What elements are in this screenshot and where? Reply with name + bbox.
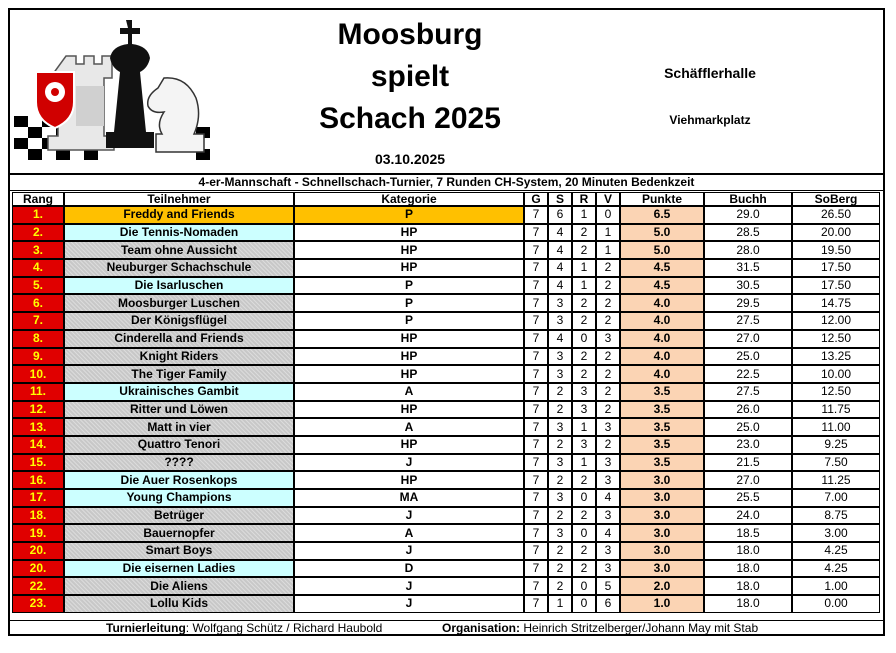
buchholz-cell: 27.5 xyxy=(704,383,792,401)
buchholz-cell: 28.0 xyxy=(704,241,792,259)
draws-cell: 0 xyxy=(572,577,596,595)
draws-cell: 0 xyxy=(572,595,596,613)
category-cell: J xyxy=(294,595,524,613)
sonneborn-berger-cell: 11.00 xyxy=(792,418,880,436)
table-row xyxy=(12,454,880,472)
rang-cell: 19. xyxy=(12,524,64,542)
games-cell: 7 xyxy=(524,312,548,330)
draws-cell: 1 xyxy=(572,277,596,295)
sonneborn-berger-cell: 0.00 xyxy=(792,595,880,613)
draws-cell: 0 xyxy=(572,524,596,542)
losses-cell: 5 xyxy=(596,577,620,595)
buchholz-cell: 18.0 xyxy=(704,577,792,595)
category-cell: P xyxy=(294,206,524,224)
draws-cell: 2 xyxy=(572,348,596,366)
games-cell: 7 xyxy=(524,560,548,578)
col-header-r: R xyxy=(572,192,596,206)
points-cell: 3.0 xyxy=(620,471,704,489)
draws-cell: 2 xyxy=(572,312,596,330)
organisation-label: Organisation: xyxy=(442,621,521,635)
losses-cell: 2 xyxy=(596,348,620,366)
games-cell: 7 xyxy=(524,383,548,401)
wins-cell: 3 xyxy=(548,294,572,312)
category-cell: A xyxy=(294,383,524,401)
col-header-s: S xyxy=(548,192,572,206)
rang-cell: 11. xyxy=(12,383,64,401)
games-cell: 7 xyxy=(524,224,548,242)
table-row xyxy=(12,365,880,383)
losses-cell: 2 xyxy=(596,259,620,277)
team-cell: Smart Boys xyxy=(64,542,294,560)
venue: Schäfflerhalle xyxy=(664,65,756,81)
team-cell: Freddy and Friends xyxy=(64,206,294,224)
sonneborn-berger-cell: 26.50 xyxy=(792,206,880,224)
rang-cell: 17. xyxy=(12,489,64,507)
team-cell: Knight Riders xyxy=(64,348,294,366)
losses-cell: 2 xyxy=(596,312,620,330)
category-cell: HP xyxy=(294,241,524,259)
sonneborn-berger-cell: 20.00 xyxy=(792,224,880,242)
sonneborn-berger-cell: 13.25 xyxy=(792,348,880,366)
points-cell: 3.0 xyxy=(620,542,704,560)
table-row xyxy=(12,401,880,419)
team-cell: Die Auer Rosenkops xyxy=(64,471,294,489)
buchholz-cell: 18.0 xyxy=(704,542,792,560)
title-line-1: Moosburg xyxy=(337,18,483,51)
wins-cell: 3 xyxy=(548,454,572,472)
buchholz-cell: 31.5 xyxy=(704,259,792,277)
wins-cell: 4 xyxy=(548,330,572,348)
wins-cell: 4 xyxy=(548,224,572,242)
category-cell: HP xyxy=(294,365,524,383)
category-cell: P xyxy=(294,312,524,330)
tournament-direction xyxy=(106,621,382,636)
buchholz-cell: 25.5 xyxy=(704,489,792,507)
category-cell: P xyxy=(294,277,524,295)
games-cell: 7 xyxy=(524,348,548,366)
page-frame xyxy=(8,8,885,636)
games-cell: 7 xyxy=(524,330,548,348)
team-cell: The Tiger Family xyxy=(64,365,294,383)
losses-cell: 0 xyxy=(596,206,620,224)
buchholz-cell: 28.5 xyxy=(704,224,792,242)
rang-cell: 6. xyxy=(12,294,64,312)
losses-cell: 2 xyxy=(596,401,620,419)
buchholz-cell: 26.0 xyxy=(704,401,792,419)
category-cell: HP xyxy=(294,401,524,419)
draws-cell: 2 xyxy=(572,241,596,259)
rang-cell: 1. xyxy=(12,206,64,224)
rang-cell: 7. xyxy=(12,312,64,330)
sonneborn-berger-cell: 9.25 xyxy=(792,436,880,454)
team-cell: Quattro Tenori xyxy=(64,436,294,454)
rang-cell: 16. xyxy=(12,471,64,489)
rang-cell: 5. xyxy=(12,277,64,295)
games-cell: 7 xyxy=(524,401,548,419)
points-cell: 1.0 xyxy=(620,595,704,613)
draws-cell: 2 xyxy=(572,224,596,242)
losses-cell: 2 xyxy=(596,294,620,312)
wins-cell: 2 xyxy=(548,401,572,419)
col-header-teilnehmer: Teilnehmer xyxy=(64,192,294,206)
wins-cell: 3 xyxy=(548,312,572,330)
draws-cell: 3 xyxy=(572,436,596,454)
col-header-g: G xyxy=(524,192,548,206)
table-row xyxy=(12,206,880,224)
buchholz-cell: 25.0 xyxy=(704,418,792,436)
buchholz-cell: 18.0 xyxy=(704,595,792,613)
buchholz-cell: 22.5 xyxy=(704,365,792,383)
team-cell: Der Königsflügel xyxy=(64,312,294,330)
points-cell: 3.0 xyxy=(620,560,704,578)
sonneborn-berger-cell: 3.00 xyxy=(792,524,880,542)
col-header-v: V xyxy=(596,192,620,206)
table-row xyxy=(12,560,880,578)
games-cell: 7 xyxy=(524,418,548,436)
wins-cell: 3 xyxy=(548,489,572,507)
team-cell: Neuburger Schachschule xyxy=(64,259,294,277)
losses-cell: 3 xyxy=(596,542,620,560)
table-row xyxy=(12,436,880,454)
sonneborn-berger-cell: 12.00 xyxy=(792,312,880,330)
losses-cell: 4 xyxy=(596,489,620,507)
losses-cell: 2 xyxy=(596,277,620,295)
games-cell: 7 xyxy=(524,277,548,295)
category-cell: HP xyxy=(294,224,524,242)
losses-cell: 1 xyxy=(596,241,620,259)
category-cell: HP xyxy=(294,348,524,366)
losses-cell: 1 xyxy=(596,224,620,242)
sonneborn-berger-cell: 14.75 xyxy=(792,294,880,312)
losses-cell: 3 xyxy=(596,454,620,472)
rang-cell: 20. xyxy=(12,560,64,578)
category-cell: J xyxy=(294,507,524,525)
category-cell: J xyxy=(294,454,524,472)
rang-cell: 14. xyxy=(12,436,64,454)
draws-cell: 2 xyxy=(572,471,596,489)
col-header-soberg: SoBerg xyxy=(792,192,880,206)
category-cell: D xyxy=(294,560,524,578)
team-cell: Ukrainisches Gambit xyxy=(64,383,294,401)
sonneborn-berger-cell: 19.50 xyxy=(792,241,880,259)
points-cell: 4.5 xyxy=(620,259,704,277)
points-cell: 2.0 xyxy=(620,577,704,595)
team-cell: Moosburger Luschen xyxy=(64,294,294,312)
buchholz-cell: 24.0 xyxy=(704,507,792,525)
draws-cell: 1 xyxy=(572,454,596,472)
points-cell: 5.0 xyxy=(620,241,704,259)
team-cell: Team ohne Aussicht xyxy=(64,241,294,259)
games-cell: 7 xyxy=(524,595,548,613)
points-cell: 3.0 xyxy=(620,507,704,525)
table-row xyxy=(12,224,880,242)
rang-cell: 15. xyxy=(12,454,64,472)
table-header-row xyxy=(12,192,880,206)
organisation xyxy=(442,621,758,636)
table-row xyxy=(12,277,880,295)
rang-cell: 20. xyxy=(12,542,64,560)
sonneborn-berger-cell: 11.25 xyxy=(792,471,880,489)
losses-cell: 4 xyxy=(596,524,620,542)
rang-cell: 8. xyxy=(12,330,64,348)
draws-cell: 2 xyxy=(572,542,596,560)
title-line-2: spielt xyxy=(370,60,450,93)
wins-cell: 4 xyxy=(548,259,572,277)
category-cell: HP xyxy=(294,436,524,454)
buchholz-cell: 18.0 xyxy=(704,560,792,578)
table-row xyxy=(12,489,880,507)
team-cell: Die Aliens xyxy=(64,577,294,595)
results-table xyxy=(12,192,880,613)
buchholz-cell: 27.0 xyxy=(704,330,792,348)
category-cell: A xyxy=(294,524,524,542)
sonneborn-berger-cell: 11.75 xyxy=(792,401,880,419)
table-row xyxy=(12,294,880,312)
table-row xyxy=(12,383,880,401)
sonneborn-berger-cell: 4.25 xyxy=(792,542,880,560)
direction-value: : Wolfgang Schütz / Richard Haubold xyxy=(185,621,383,635)
losses-cell: 3 xyxy=(596,418,620,436)
wins-cell: 3 xyxy=(548,365,572,383)
games-cell: 7 xyxy=(524,577,548,595)
title-line-3: Schach 2025 xyxy=(319,102,501,135)
games-cell: 7 xyxy=(524,259,548,277)
wins-cell: 2 xyxy=(548,542,572,560)
rang-cell: 4. xyxy=(12,259,64,277)
wins-cell: 4 xyxy=(548,241,572,259)
points-cell: 3.5 xyxy=(620,454,704,472)
wins-cell: 3 xyxy=(548,418,572,436)
table-row xyxy=(12,330,880,348)
points-cell: 4.0 xyxy=(620,312,704,330)
points-cell: 6.5 xyxy=(620,206,704,224)
team-cell: Cinderella and Friends xyxy=(64,330,294,348)
buchholz-cell: 21.5 xyxy=(704,454,792,472)
losses-cell: 3 xyxy=(596,560,620,578)
col-header-punkte: Punkte xyxy=(620,192,704,206)
losses-cell: 3 xyxy=(596,330,620,348)
points-cell: 3.5 xyxy=(620,383,704,401)
points-cell: 3.0 xyxy=(620,524,704,542)
rang-cell: 2. xyxy=(12,224,64,242)
sonneborn-berger-cell: 7.00 xyxy=(792,489,880,507)
rang-cell: 13. xyxy=(12,418,64,436)
rang-cell: 9. xyxy=(12,348,64,366)
table-row xyxy=(12,524,880,542)
losses-cell: 2 xyxy=(596,383,620,401)
rang-cell: 10. xyxy=(12,365,64,383)
games-cell: 7 xyxy=(524,542,548,560)
coat-of-arms-icon xyxy=(36,72,74,128)
wins-cell: 2 xyxy=(548,436,572,454)
rang-cell: 18. xyxy=(12,507,64,525)
points-cell: 4.0 xyxy=(620,330,704,348)
buchholz-cell: 29.0 xyxy=(704,206,792,224)
team-cell: Die Tennis-Nomaden xyxy=(64,224,294,242)
event-date: 03.10.2025 xyxy=(374,151,446,167)
wins-cell: 6 xyxy=(548,206,572,224)
table-row xyxy=(12,241,880,259)
draws-cell: 0 xyxy=(572,330,596,348)
buchholz-cell: 27.5 xyxy=(704,312,792,330)
wins-cell: 2 xyxy=(548,471,572,489)
table-row xyxy=(12,577,880,595)
table-row xyxy=(12,259,880,277)
games-cell: 7 xyxy=(524,524,548,542)
games-cell: 7 xyxy=(524,454,548,472)
rang-cell: 12. xyxy=(12,401,64,419)
draws-cell: 1 xyxy=(572,206,596,224)
team-cell: Die Isarluschen xyxy=(64,277,294,295)
table-row xyxy=(12,348,880,366)
chess-logo-icon xyxy=(14,16,210,166)
category-cell: HP xyxy=(294,259,524,277)
wins-cell: 3 xyxy=(548,348,572,366)
sonneborn-berger-cell: 1.00 xyxy=(792,577,880,595)
team-cell: Bauernopfer xyxy=(64,524,294,542)
sonneborn-berger-cell: 7.50 xyxy=(792,454,880,472)
team-cell: Die eisernen Ladies xyxy=(64,560,294,578)
category-cell: P xyxy=(294,294,524,312)
draws-cell: 2 xyxy=(572,365,596,383)
category-cell: HP xyxy=(294,330,524,348)
draws-cell: 3 xyxy=(572,401,596,419)
points-cell: 3.5 xyxy=(620,418,704,436)
losses-cell: 2 xyxy=(596,365,620,383)
buchholz-cell: 23.0 xyxy=(704,436,792,454)
team-cell: ???? xyxy=(64,454,294,472)
points-cell: 4.5 xyxy=(620,277,704,295)
venue-address: Viehmarkplatz xyxy=(669,113,751,127)
team-cell: Young Champions xyxy=(64,489,294,507)
draws-cell: 0 xyxy=(572,489,596,507)
buchholz-cell: 30.5 xyxy=(704,277,792,295)
rang-cell: 22. xyxy=(12,577,64,595)
col-header-rang: Rang xyxy=(12,192,64,206)
sonneborn-berger-cell: 12.50 xyxy=(792,383,880,401)
wins-cell: 1 xyxy=(548,595,572,613)
draws-cell: 1 xyxy=(572,418,596,436)
games-cell: 7 xyxy=(524,489,548,507)
games-cell: 7 xyxy=(524,471,548,489)
points-cell: 5.0 xyxy=(620,224,704,242)
games-cell: 7 xyxy=(524,436,548,454)
draws-cell: 2 xyxy=(572,507,596,525)
direction-label: Turnierleitung xyxy=(106,621,186,635)
tournament-subtitle: 4-er-Mannschaft - Schnellschach-Turnier, 7 Runden CH-System, 20 Minuten Bedenkzeit xyxy=(10,173,883,191)
category-cell: J xyxy=(294,577,524,595)
table-row xyxy=(12,542,880,560)
sonneborn-berger-cell: 4.25 xyxy=(792,560,880,578)
sonneborn-berger-cell: 17.50 xyxy=(792,277,880,295)
points-cell: 3.5 xyxy=(620,436,704,454)
draws-cell: 3 xyxy=(572,383,596,401)
points-cell: 4.0 xyxy=(620,365,704,383)
category-cell: A xyxy=(294,418,524,436)
games-cell: 7 xyxy=(524,365,548,383)
sonneborn-berger-cell: 8.75 xyxy=(792,507,880,525)
col-header-buchh: Buchh xyxy=(704,192,792,206)
points-cell: 4.0 xyxy=(620,348,704,366)
draws-cell: 2 xyxy=(572,560,596,578)
team-cell: Ritter und Löwen xyxy=(64,401,294,419)
organisation-value: Heinrich Stritzelberger/Johann May mit Stab xyxy=(520,621,759,635)
rang-cell: 23. xyxy=(12,595,64,613)
category-cell: HP xyxy=(294,471,524,489)
table-row xyxy=(12,595,880,613)
team-cell: Lollu Kids xyxy=(64,595,294,613)
draws-cell: 1 xyxy=(572,259,596,277)
team-cell: Betrüger xyxy=(64,507,294,525)
games-cell: 7 xyxy=(524,206,548,224)
games-cell: 7 xyxy=(524,241,548,259)
wins-cell: 2 xyxy=(548,383,572,401)
buchholz-cell: 29.5 xyxy=(704,294,792,312)
points-cell: 3.0 xyxy=(620,489,704,507)
team-cell: Matt in vier xyxy=(64,418,294,436)
table-row xyxy=(12,507,880,525)
table-row xyxy=(12,418,880,436)
wins-cell: 3 xyxy=(548,524,572,542)
wins-cell: 2 xyxy=(548,577,572,595)
losses-cell: 6 xyxy=(596,595,620,613)
rang-cell: 3. xyxy=(12,241,64,259)
losses-cell: 3 xyxy=(596,471,620,489)
header xyxy=(10,10,883,173)
draws-cell: 2 xyxy=(572,294,596,312)
losses-cell: 3 xyxy=(596,507,620,525)
buchholz-cell: 25.0 xyxy=(704,348,792,366)
table-row xyxy=(12,312,880,330)
wins-cell: 4 xyxy=(548,277,572,295)
col-header-kategorie: Kategorie xyxy=(294,192,524,206)
points-cell: 3.5 xyxy=(620,401,704,419)
wins-cell: 2 xyxy=(548,507,572,525)
losses-cell: 2 xyxy=(596,436,620,454)
sonneborn-berger-cell: 10.00 xyxy=(792,365,880,383)
buchholz-cell: 27.0 xyxy=(704,471,792,489)
sonneborn-berger-cell: 17.50 xyxy=(792,259,880,277)
buchholz-cell: 18.5 xyxy=(704,524,792,542)
wins-cell: 2 xyxy=(548,560,572,578)
knight-icon xyxy=(148,78,204,152)
table-row xyxy=(12,471,880,489)
games-cell: 7 xyxy=(524,294,548,312)
games-cell: 7 xyxy=(524,507,548,525)
points-cell: 4.0 xyxy=(620,294,704,312)
footer xyxy=(10,620,883,636)
sonneborn-berger-cell: 12.50 xyxy=(792,330,880,348)
category-cell: J xyxy=(294,542,524,560)
category-cell: MA xyxy=(294,489,524,507)
